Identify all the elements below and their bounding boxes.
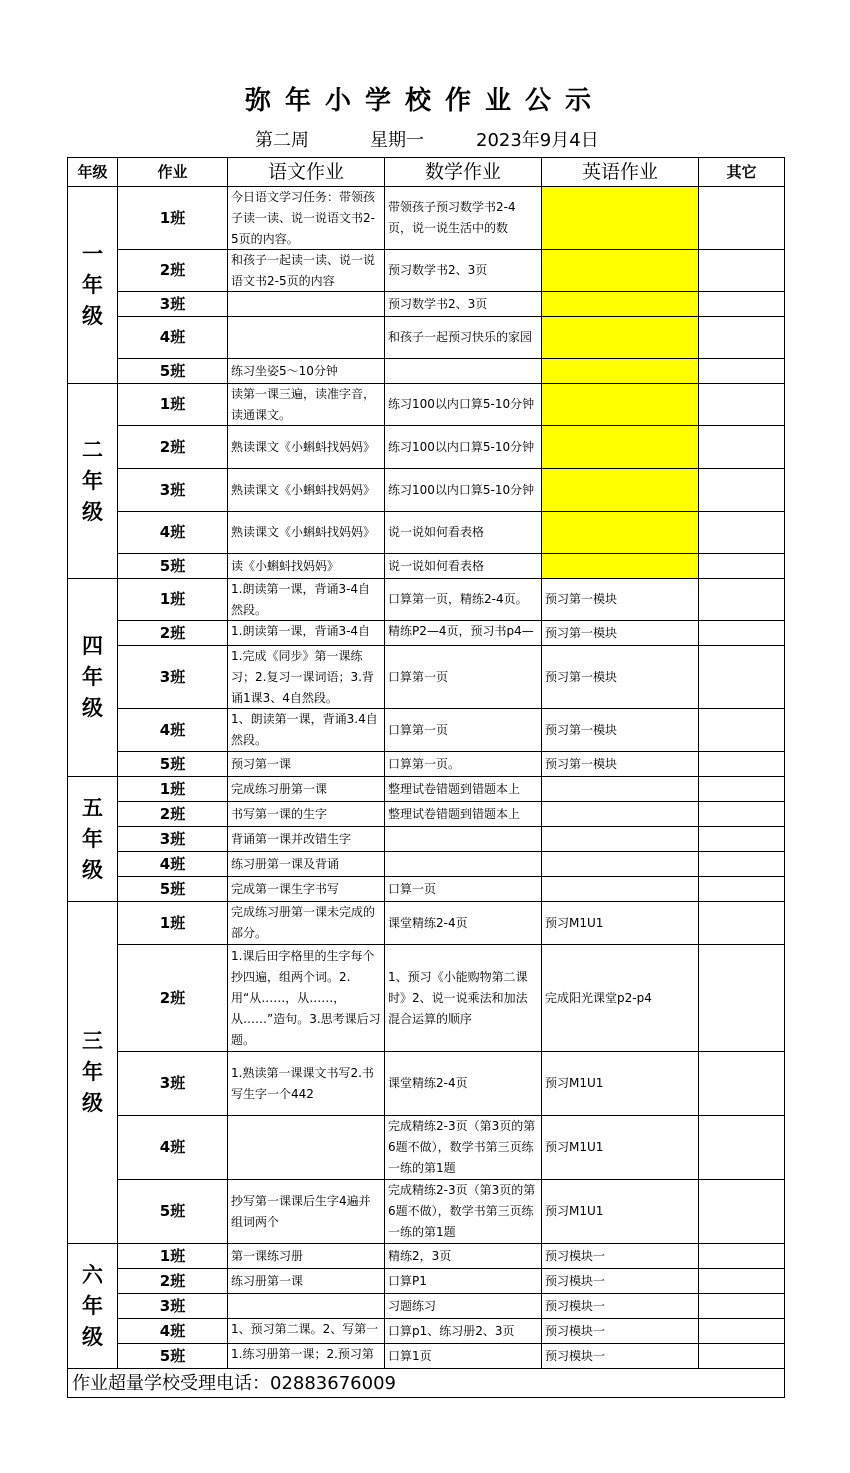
chinese-homework-cell (228, 1294, 385, 1319)
math-homework-cell (385, 384, 542, 426)
english-homework-cell (542, 877, 699, 902)
chinese-homework-cell (228, 469, 385, 512)
english-homework-cell (542, 1180, 699, 1244)
chinese-homework-cell (228, 317, 385, 359)
chinese-homework-cell (228, 426, 385, 469)
table-row (68, 1269, 785, 1294)
other-homework-cell (699, 469, 785, 512)
header-chinese: 语文作业 (228, 158, 385, 187)
date-label: 2023年9月4日 (476, 130, 599, 151)
math-homework-cell (385, 945, 542, 1052)
class-cell: 3班 (118, 1052, 228, 1116)
english-homework-text: 预习模块一 (545, 1248, 606, 1263)
homework-table (67, 157, 785, 1398)
chinese-homework-cell (228, 554, 385, 579)
chinese-homework-cell (228, 187, 385, 250)
other-homework-cell (699, 1052, 785, 1116)
math-homework-cell (385, 187, 542, 250)
chinese-homework-cell (228, 777, 385, 802)
chinese-homework-text: 完成练习册第一课未完成的部分。 (231, 905, 376, 940)
week-label: 第二周 (255, 130, 309, 151)
class-cell: 5班 (118, 1180, 228, 1244)
english-homework-text: 预习第一模块 (545, 592, 618, 606)
grade-cell: 一 年 级 (68, 187, 118, 384)
english-homework-cell (542, 646, 699, 709)
chinese-homework-cell (228, 1319, 385, 1344)
class-cell: 1班 (118, 1244, 228, 1269)
other-homework-cell (699, 317, 785, 359)
other-homework-cell (699, 426, 785, 469)
math-homework-text: 口算1页 (388, 1348, 432, 1363)
chinese-homework-cell (228, 359, 385, 384)
math-homework-cell (385, 359, 542, 384)
grade-cell: 二 年 级 (68, 384, 118, 579)
math-homework-cell (385, 579, 542, 621)
other-homework-cell (699, 709, 785, 752)
grade-cell: 四 年 级 (68, 579, 118, 777)
class-cell: 5班 (118, 752, 228, 777)
class-cell: 3班 (118, 469, 228, 512)
chinese-homework-text: 第一课练习册 (231, 1248, 304, 1263)
header-grade: 年级 (68, 158, 118, 187)
math-homework-text: 1、预习《小能购物第二课时》2、说一说乘法和加法混合运算的顺序 (388, 969, 528, 1026)
english-homework-cell (542, 426, 699, 469)
chinese-homework-text: 1.完成《同步》第一课练习；2.复习一课词语；3.背诵1课3、4自然段。 (231, 649, 374, 705)
class-cell: 5班 (118, 359, 228, 384)
english-homework-cell (542, 802, 699, 827)
table-row (68, 902, 785, 945)
english-homework-cell (542, 852, 699, 877)
english-homework-cell (542, 384, 699, 426)
math-homework-text: 口算第一页 (388, 722, 449, 737)
chinese-homework-text: 抄写第一课课后生字4遍并组词两个 (231, 1193, 371, 1229)
math-homework-cell (385, 292, 542, 317)
english-homework-cell (542, 827, 699, 852)
chinese-homework-text: 1、预习第二课。2、写第一 (231, 1322, 379, 1336)
other-homework-cell (699, 827, 785, 852)
class-cell: 5班 (118, 877, 228, 902)
table-row (68, 709, 785, 752)
header-homework: 作业 (118, 158, 228, 187)
chinese-homework-cell (228, 1269, 385, 1294)
english-homework-cell (542, 1244, 699, 1269)
class-cell: 3班 (118, 646, 228, 709)
math-homework-text: 整理试卷错题到错题本上 (388, 781, 521, 796)
table-row (68, 802, 785, 827)
table-row (68, 426, 785, 469)
table-row (68, 554, 785, 579)
chinese-homework-text: 1、朗读第一课，背诵3.4自然段。 (231, 712, 378, 747)
chinese-homework-cell (228, 1116, 385, 1180)
english-homework-cell (542, 1052, 699, 1116)
english-homework-cell (542, 359, 699, 384)
math-homework-cell (385, 752, 542, 777)
chinese-homework-text: 熟读课文《小蝌蚪找妈妈》 (231, 525, 376, 539)
other-homework-cell (699, 1294, 785, 1319)
table-row (68, 187, 785, 250)
chinese-homework-text: 练习册第一课及背诵 (231, 856, 340, 871)
english-homework-text: 预习M1U1 (545, 1140, 604, 1154)
class-cell: 1班 (118, 777, 228, 802)
english-homework-cell (542, 187, 699, 250)
other-homework-cell (699, 902, 785, 945)
grade-cell: 六 年 级 (68, 1244, 118, 1369)
english-homework-text: 预习M1U1 (545, 1076, 604, 1090)
chinese-homework-cell (228, 709, 385, 752)
chinese-homework-cell (228, 802, 385, 827)
english-homework-text: 预习第一模块 (545, 722, 618, 737)
other-homework-cell (699, 752, 785, 777)
chinese-homework-cell (228, 384, 385, 426)
math-homework-text: 预习数学书2、3页 (388, 296, 488, 311)
chinese-homework-cell (228, 579, 385, 621)
english-homework-text: 预习第一模块 (545, 669, 618, 684)
class-cell: 2班 (118, 802, 228, 827)
math-homework-text: 完成精练2-3页（第3页的第6题不做），数学书第三页练一练的第1题 (388, 1183, 536, 1239)
table-row (68, 852, 785, 877)
chinese-homework-text: 1.朗读第一课，背诵3-4自然段。 (231, 582, 371, 617)
math-homework-text: 精练2，3页 (388, 1248, 452, 1263)
other-homework-cell (699, 1116, 785, 1180)
other-homework-cell (699, 877, 785, 902)
chinese-homework-cell (228, 945, 385, 1052)
chinese-homework-cell (228, 1244, 385, 1269)
english-homework-cell (542, 752, 699, 777)
math-homework-cell (385, 1244, 542, 1269)
table-row (68, 1294, 785, 1319)
math-homework-cell (385, 250, 542, 292)
other-homework-cell (699, 852, 785, 877)
english-homework-text: 预习M1U1 (545, 1204, 604, 1218)
math-homework-cell (385, 469, 542, 512)
english-homework-cell (542, 1116, 699, 1180)
math-homework-text: 练习100以内口算5-10分钟 (388, 482, 535, 497)
math-homework-text: 说一说如何看表格 (388, 558, 485, 573)
class-cell: 1班 (118, 187, 228, 250)
chinese-homework-text: 和孩子一起读一读、说一说语文书2-5页的内容 (231, 253, 376, 288)
table-row (68, 1180, 785, 1244)
chinese-homework-cell (228, 1180, 385, 1244)
math-homework-text: 口算p1、练习册2、3页 (388, 1323, 515, 1338)
math-homework-cell (385, 1344, 542, 1369)
chinese-homework-cell (228, 621, 385, 646)
table-row (68, 384, 785, 426)
english-homework-cell (542, 902, 699, 945)
english-homework-cell (542, 250, 699, 292)
math-homework-cell (385, 646, 542, 709)
chinese-homework-cell (228, 1052, 385, 1116)
chinese-homework-text: 熟读课文《小蝌蚪找妈妈》 (231, 482, 376, 497)
english-homework-cell (542, 469, 699, 512)
english-homework-cell (542, 709, 699, 752)
chinese-homework-cell (228, 902, 385, 945)
grade-cell: 三 年 级 (68, 902, 118, 1244)
class-cell: 1班 (118, 384, 228, 426)
math-homework-cell (385, 512, 542, 554)
english-homework-cell (542, 945, 699, 1052)
other-homework-cell (699, 777, 785, 802)
other-homework-cell (699, 512, 785, 554)
header-english: 英语作业 (542, 158, 699, 187)
table-row (68, 317, 785, 359)
english-homework-cell (542, 1294, 699, 1319)
other-homework-cell (699, 621, 785, 646)
math-homework-text: 整理试卷错题到错题本上 (388, 806, 521, 821)
english-homework-cell (542, 579, 699, 621)
math-homework-text: 课堂精练2-4页 (388, 915, 468, 930)
class-cell: 2班 (118, 250, 228, 292)
other-homework-cell (699, 945, 785, 1052)
other-homework-cell (699, 359, 785, 384)
footer-row (68, 1369, 785, 1398)
table-body (68, 187, 785, 1369)
english-homework-text: 完成阳光课堂p2-p4 (545, 990, 652, 1005)
chinese-homework-text: 读《小蝌蚪找妈妈》 (231, 558, 340, 573)
other-homework-cell (699, 384, 785, 426)
table-row (68, 469, 785, 512)
class-cell: 1班 (118, 902, 228, 945)
english-homework-cell (542, 554, 699, 579)
english-homework-text: 预习模块一 (545, 1348, 606, 1363)
chinese-homework-cell (228, 1344, 385, 1369)
math-homework-cell (385, 852, 542, 877)
math-homework-cell (385, 1052, 542, 1116)
other-homework-cell (699, 250, 785, 292)
table-row (68, 1052, 785, 1116)
math-homework-cell (385, 554, 542, 579)
table-row (68, 292, 785, 317)
other-homework-cell (699, 1180, 785, 1244)
class-cell: 5班 (118, 554, 228, 579)
table-row (68, 359, 785, 384)
math-homework-text: 口算第一页。 (388, 756, 461, 771)
page-title: 弥年小学校作业公示 (244, 86, 605, 116)
english-homework-cell (542, 317, 699, 359)
table-row (68, 646, 785, 709)
class-cell: 4班 (118, 1319, 228, 1344)
math-homework-cell (385, 317, 542, 359)
class-cell: 3班 (118, 292, 228, 317)
chinese-homework-text: 背诵第一课并改错生字 (231, 831, 352, 846)
math-homework-cell (385, 1294, 542, 1319)
class-cell: 2班 (118, 621, 228, 646)
table-header-row (68, 158, 785, 187)
math-homework-cell (385, 1180, 542, 1244)
math-homework-text: 习题练习 (388, 1298, 437, 1313)
table-row (68, 1319, 785, 1344)
math-homework-cell (385, 877, 542, 902)
chinese-homework-text: 1.练习册第一课；2.预习第 (231, 1347, 374, 1361)
chinese-homework-text: 书写第一课的生字 (231, 806, 328, 821)
table-row (68, 1244, 785, 1269)
class-cell: 4班 (118, 317, 228, 359)
math-homework-cell (385, 621, 542, 646)
header-math: 数学作业 (385, 158, 542, 187)
other-homework-cell (699, 579, 785, 621)
math-homework-cell (385, 802, 542, 827)
chinese-homework-cell (228, 512, 385, 554)
english-homework-text: 预习模块一 (545, 1273, 606, 1288)
class-cell: 4班 (118, 852, 228, 877)
chinese-homework-text: 1.熟读第一课课文书写2.书写生字一个442 (231, 1065, 374, 1101)
english-homework-cell (542, 621, 699, 646)
chinese-homework-text: 完成练习册第一课 (231, 781, 328, 796)
table-row (68, 945, 785, 1052)
other-homework-cell (699, 1319, 785, 1344)
chinese-homework-cell (228, 292, 385, 317)
chinese-homework-cell (228, 827, 385, 852)
other-homework-cell (699, 292, 785, 317)
english-homework-text: 预习模块一 (545, 1323, 606, 1338)
math-homework-text: 口算第一页，精练2-4页。 (388, 592, 528, 606)
english-homework-text: 预习第一模块 (545, 756, 618, 771)
chinese-homework-text: 练习册第一课 (231, 1273, 304, 1288)
english-homework-cell (542, 292, 699, 317)
class-cell: 4班 (118, 709, 228, 752)
math-homework-text: 完成精练2-3页（第3页的第6题不做），数学书第三页练一练的第1题 (388, 1119, 536, 1175)
chinese-homework-text: 完成第一课生字书写 (231, 881, 340, 896)
header-other: 其它 (699, 158, 785, 187)
english-homework-cell (542, 1269, 699, 1294)
math-homework-text: 课堂精练2-4页 (388, 1076, 468, 1090)
chinese-homework-text: 今日语文学习任务：带领孩子读一读、说一说语文书2-5页的内容。 (231, 190, 376, 246)
other-homework-cell (699, 1344, 785, 1369)
other-homework-cell (699, 187, 785, 250)
math-homework-text: 带领孩子预习数学书2-4页，说一说生活中的数 (388, 200, 516, 235)
english-homework-cell (542, 512, 699, 554)
math-homework-cell (385, 426, 542, 469)
chinese-homework-cell (228, 250, 385, 292)
math-homework-cell (385, 902, 542, 945)
class-cell: 4班 (118, 1116, 228, 1180)
class-cell: 4班 (118, 512, 228, 554)
chinese-homework-text: 1.朗读第一课，背诵3-4自 (231, 624, 371, 638)
chinese-homework-text: 预习第一课 (231, 756, 292, 771)
other-homework-cell (699, 1269, 785, 1294)
table-row (68, 877, 785, 902)
math-homework-cell (385, 709, 542, 752)
chinese-homework-cell (228, 646, 385, 709)
table-row (68, 752, 785, 777)
class-cell: 2班 (118, 945, 228, 1052)
math-homework-text: 预习数学书2、3页 (388, 263, 488, 277)
math-homework-text: 练习100以内口算5-10分钟 (388, 439, 535, 454)
chinese-homework-text: 熟读课文《小蝌蚪找妈妈》 (231, 439, 376, 454)
math-homework-text: 口算P1 (388, 1273, 427, 1288)
other-homework-cell (699, 1244, 785, 1269)
chinese-homework-cell (228, 752, 385, 777)
class-cell: 1班 (118, 579, 228, 621)
english-homework-cell (542, 777, 699, 802)
other-homework-cell (699, 646, 785, 709)
english-homework-text: 预习第一模块 (545, 625, 618, 640)
math-homework-text: 和孩子一起预习快乐的家园 (388, 330, 533, 344)
math-homework-text: 口算第一页 (388, 669, 449, 684)
math-homework-text: 说一说如何看表格 (388, 525, 485, 539)
math-homework-cell (385, 1319, 542, 1344)
other-homework-cell (699, 802, 785, 827)
math-homework-cell (385, 827, 542, 852)
class-cell: 3班 (118, 1294, 228, 1319)
chinese-homework-cell (228, 852, 385, 877)
table-row (68, 1116, 785, 1180)
chinese-homework-text: 读第一课三遍，读准字音，读通课文。 (231, 387, 376, 422)
math-homework-text: 练习100以内口算5-10分钟 (388, 397, 535, 411)
english-homework-cell (542, 1319, 699, 1344)
other-homework-cell (699, 554, 785, 579)
complaint-hotline: 作业超量学校受理电话：02883676009 (68, 1369, 785, 1398)
math-homework-cell (385, 1269, 542, 1294)
english-homework-cell (542, 1344, 699, 1369)
math-homework-cell (385, 1116, 542, 1180)
table-row (68, 250, 785, 292)
english-homework-text: 预习模块一 (545, 1298, 606, 1313)
class-cell: 2班 (118, 426, 228, 469)
chinese-homework-text: 1.课后田字格里的生字每个抄四遍，组两个词。2.用“从……，从……，从……”造句。3.思考课后习题。 (231, 948, 381, 1047)
chinese-homework-cell (228, 877, 385, 902)
math-homework-cell (385, 777, 542, 802)
chinese-homework-text: 练习坐姿5～10分钟 (231, 363, 338, 378)
math-homework-text: 精练P2—4页，预习书p4— (388, 624, 534, 638)
table-row (68, 512, 785, 554)
table-row (68, 579, 785, 621)
table-row (68, 1344, 785, 1369)
class-cell: 2班 (118, 1269, 228, 1294)
math-homework-text: 口算一页 (388, 881, 437, 896)
class-cell: 5班 (118, 1344, 228, 1369)
table-row (68, 621, 785, 646)
table-row (68, 827, 785, 852)
english-homework-text: 预习M1U1 (545, 915, 604, 930)
table-row (68, 777, 785, 802)
class-cell: 3班 (118, 827, 228, 852)
weekday-label: 星期一 (370, 130, 424, 151)
grade-cell: 五 年 级 (68, 777, 118, 902)
